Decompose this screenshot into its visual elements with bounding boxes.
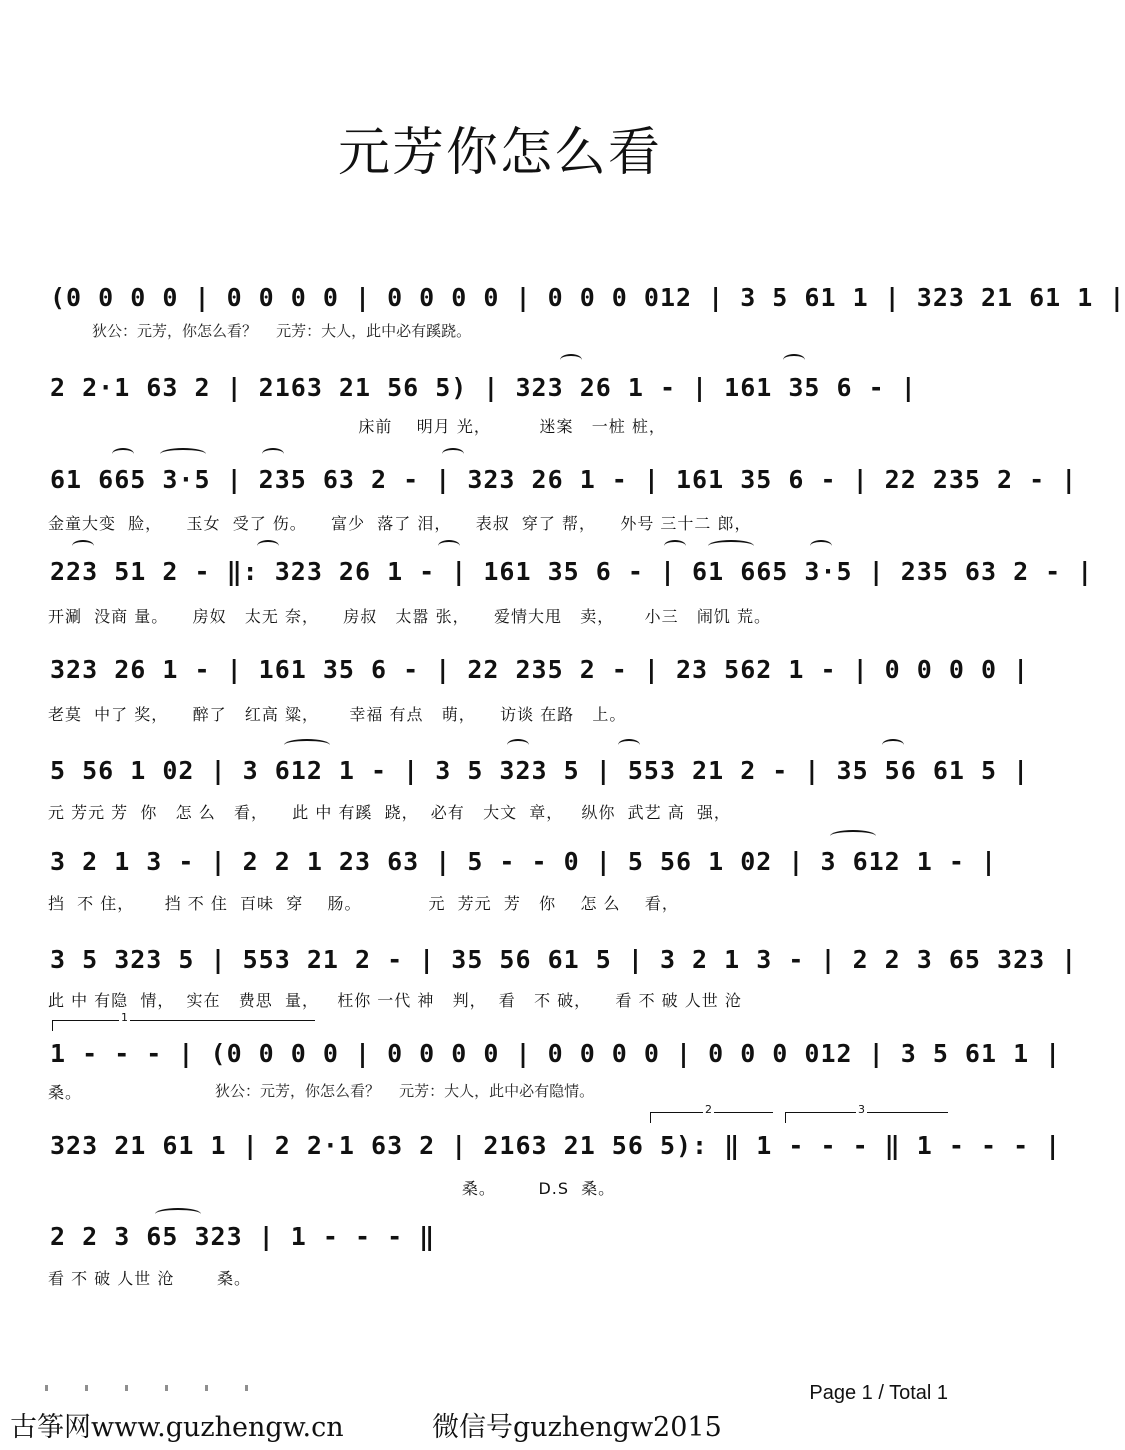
score-line-4: 223 51 2 - ‖: 323 26 1 - | 161 35 6 - | 61 665 3·5 | 235 63 2 - | <box>50 557 1094 586</box>
slur-mark <box>72 540 94 552</box>
lyric-line-8: 此 中 有隐 情， 实在 费思 量， 枉你 一代 神 判， 看 不 破， 看 不 破 人世 沧 <box>48 991 742 1010</box>
slur-mark <box>882 739 904 751</box>
slur-mark <box>560 354 582 366</box>
lyric-line-9: 桑。 <box>48 1083 83 1102</box>
slur-mark <box>160 448 206 460</box>
slur-mark <box>708 540 754 552</box>
score-line-8: 3 5 323 5 | 553 21 2 - | 35 56 61 5 | 3 2 1 3 - | 2 2 3 65 323 | <box>50 945 1078 974</box>
slur-mark <box>664 540 686 552</box>
slur-mark <box>284 739 330 751</box>
slur-mark <box>618 739 640 751</box>
slur-mark <box>155 1208 201 1220</box>
lyric-line-4: 开涮 没商 量。 房奴 太无 奈， 房叔 太嚣 张， 爱情大甩 卖， 小三 闹饥 荒。 <box>48 607 772 626</box>
lyric-line-5: 老莫 中了 奖， 醉了 红高 粱， 幸福 有点 萌， 访谈 在路 上。 <box>48 705 627 724</box>
dialogue-line-2: 狄公：元芳，你怎么看？ 元芳：大人，此中必有隐情。 <box>215 1082 595 1100</box>
volta-number-3: 3 <box>858 1103 865 1116</box>
volta-bracket-1 <box>52 1011 315 1031</box>
footer-website: 古筝网www.guzhengw.cn <box>10 1412 344 1443</box>
volta-number-1: 1 <box>121 1011 128 1024</box>
lyric-line-10: 桑。 D.S 桑。 <box>48 1179 616 1198</box>
score-line-1: (0 0 0 0 | 0 0 0 0 | 0 0 0 0 | 0 0 0 012 | 3 5 61 1 | 323 21 61 1 | <box>50 283 1125 312</box>
slur-mark <box>262 448 284 460</box>
slur-mark <box>438 540 460 552</box>
score-line-6: 5 56 1 02 | 3 612 1 - | 3 5 323 5 | 553 21 2 - | 35 56 61 5 | <box>50 756 1030 785</box>
slur-mark <box>257 540 279 552</box>
score-line-9: 1 - - - | (0 0 0 0 | 0 0 0 0 | 0 0 0 0 | 0 0 0 012 | 3 5 61 1 | <box>50 1039 1062 1068</box>
dialogue-line-1: 狄公：元芳，你怎么看？ 元芳：大人，此中必有蹊跷。 <box>92 322 472 340</box>
score-line-5: 323 26 1 - | 161 35 6 - | 22 235 2 - | 23 562 1 - | 0 0 0 0 | <box>50 655 1030 684</box>
scan-specks <box>45 1385 275 1391</box>
slur-mark <box>830 830 876 842</box>
lyric-line-3: 金童大变 脸， 玉女 受了 伤。 富少 落了 泪， 表叔 穿了 帮， 外号 三十二 郎， <box>48 514 752 533</box>
lyric-line-2: 床前 明月 光， 迷案 一桩 桩， <box>48 417 666 436</box>
score-line-2: 2 2·1 63 2 | 2163 21 56 5) | 323 26 1 - | 161 35 6 - | <box>50 373 917 402</box>
slur-mark <box>810 540 832 552</box>
lyric-line-6: 元 芳元 芳 你 怎 么 看， 此 中 有蹊 跷， 必有 大文 章， 纵你 武艺 高 强， <box>48 803 731 822</box>
slur-mark <box>507 739 529 751</box>
page-indicator: Page 1 / Total 1 <box>809 1382 948 1404</box>
song-title: 元芳你怎么看 <box>337 123 662 183</box>
score-line-3: 61 665 3·5 | 235 63 2 - | 323 26 1 - | 161 35 6 - | 22 235 2 - | <box>50 465 1078 494</box>
lyric-line-11: 看 不 破 人世 沧 桑。 <box>48 1269 251 1288</box>
lyric-line-7: 挡 不 住， 挡 不 住 百味 穿 肠。 元 芳元 芳 你 怎 么 看， <box>48 894 679 913</box>
volta-bracket-2 <box>650 1103 773 1123</box>
slur-mark <box>112 448 134 460</box>
volta-number-2: 2 <box>705 1103 712 1116</box>
volta-bracket-3 <box>785 1103 948 1123</box>
slur-mark <box>442 448 464 460</box>
slur-mark <box>783 354 805 366</box>
score-line-10: 323 21 61 1 | 2 2·1 63 2 | 2163 21 56 5): ‖ 1 - - - ‖ 1 - - - | <box>50 1131 1062 1160</box>
score-line-7: 3 2 1 3 - | 2 2 1 23 63 | 5 - - 0 | 5 56 1 02 | 3 612 1 - | <box>50 847 998 876</box>
score-line-11: 2 2 3 65 323 | 1 - - - ‖ <box>50 1222 436 1251</box>
footer-wechat: 微信号guzhengw2015 <box>432 1412 722 1443</box>
